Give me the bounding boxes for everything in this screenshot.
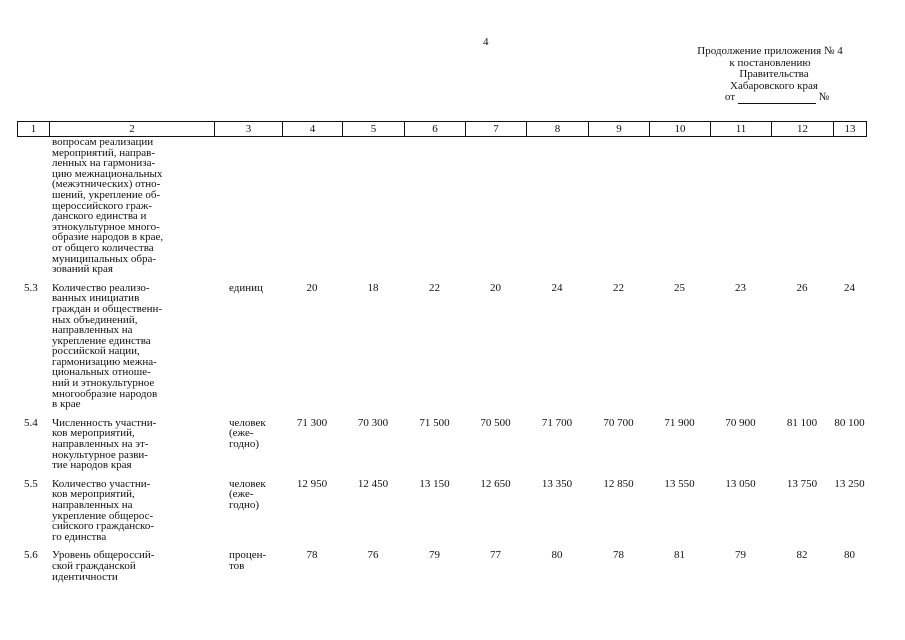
- value-cell: [282, 137, 342, 275]
- value-cell: 82: [796, 549, 808, 562]
- value-cell: 80 100: [834, 416, 865, 429]
- column-number-3: 3: [215, 122, 283, 137]
- header-line-2: к постановлению: [729, 56, 811, 69]
- column-number-7: 7: [466, 122, 527, 137]
- column-number-10: 10: [650, 122, 711, 137]
- column-number-6: 6: [405, 122, 466, 137]
- row-number: 5.4: [24, 416, 38, 429]
- table-row: [17, 542, 866, 582]
- row-number: 5.3: [24, 281, 38, 294]
- value-cell: 13 250: [834, 477, 865, 490]
- value-cell: 78: [306, 549, 318, 562]
- table-row: [17, 410, 866, 471]
- column-number-2: 2: [50, 122, 215, 137]
- header-line-1: Продолжение приложения № 4: [697, 45, 843, 57]
- indicator-name: Количество участни- ков мероприятий, направленных на укрепление общерос- сийского гражданско- го единства: [52, 477, 155, 543]
- date-blank: [738, 94, 816, 104]
- header-line-3: Правительства: [739, 68, 809, 80]
- value-cell: [833, 137, 866, 275]
- value-cell: 71 500: [419, 416, 450, 429]
- value-cell: 79: [429, 549, 440, 562]
- value-cell: 70 300: [357, 416, 389, 429]
- row-number: 5.6: [24, 549, 38, 562]
- header-date-line: [660, 92, 880, 104]
- unit-of-measure: человек (еже- годно): [229, 416, 266, 451]
- value-cell: 70 900: [725, 416, 756, 429]
- value-cell: 22: [613, 281, 624, 294]
- number-sign: №: [818, 91, 830, 103]
- value-cell: 20: [490, 281, 501, 294]
- value-cell: 71 700: [541, 416, 573, 429]
- value-cell: 79: [735, 549, 746, 562]
- value-cell: 22: [429, 281, 440, 294]
- value-cell: 77: [490, 549, 501, 562]
- column-number-4: 4: [283, 122, 343, 137]
- value-cell: 18: [367, 281, 379, 294]
- value-cell: [649, 137, 710, 275]
- value-cell: 13 550: [664, 477, 695, 490]
- table-row: [17, 471, 866, 543]
- value-cell: 78: [613, 549, 624, 562]
- column-numbers-row: [17, 121, 867, 137]
- unit-of-measure: [214, 137, 282, 275]
- row-number: [17, 137, 49, 275]
- value-cell: [465, 137, 526, 275]
- indicator-name: Численность участни- ков мероприятий, направленных на эт- нокультурное разви- тие народов края: [52, 416, 157, 472]
- column-number-13: 13: [834, 122, 867, 137]
- column-number-9: 9: [589, 122, 650, 137]
- row-number: 5.5: [24, 477, 38, 490]
- date-prefix: от: [724, 91, 736, 103]
- column-number-5: 5: [343, 122, 405, 137]
- column-number-1: 1: [18, 122, 50, 137]
- header-line-4: Хабаровского края: [730, 79, 818, 92]
- value-cell: 81 100: [786, 416, 818, 429]
- value-cell: [771, 137, 833, 275]
- page-number: 4: [483, 36, 489, 48]
- value-cell: 70 700: [603, 416, 634, 429]
- value-cell: 12 950: [296, 477, 328, 490]
- indicator-name: Уровень общероссий- ской гражданской идентичности: [52, 549, 155, 583]
- value-cell: 71 300: [296, 416, 328, 429]
- table-row: [17, 275, 866, 410]
- value-cell: [588, 137, 649, 275]
- value-cell: 80: [551, 549, 563, 562]
- value-cell: [710, 137, 771, 275]
- unit-of-measure: человек (еже- годно): [229, 477, 266, 511]
- unit-of-measure: процен- тов: [229, 549, 267, 572]
- indicator-name: Количество реализо- ванных инициатив граждан и общественн- ных объединений, направленных на укрепление единства российской нации, гармонизацию межна- циональных отноше- ний и этнокультурное многообразие народов в крае: [52, 281, 163, 411]
- value-cell: 13 150: [419, 477, 450, 490]
- column-number-8: 8: [527, 122, 589, 137]
- document-header: [660, 46, 880, 104]
- value-cell: 20: [306, 281, 318, 294]
- value-cell: 23: [735, 281, 746, 294]
- indicators-table: [17, 121, 866, 582]
- column-number-12: 12: [772, 122, 834, 137]
- value-cell: 12 450: [357, 477, 389, 490]
- value-cell: 80: [844, 549, 855, 562]
- value-cell: [342, 137, 404, 275]
- value-cell: 76: [367, 549, 379, 562]
- indicator-name: вопросам реализации мероприятий, направ- ленных на гармониза- цию межнациональных (межэтнических) отно- шений, укрепление об- щероссийского граж- данского единства и этнокультурное много- образие народов в крае, от общего количества муниципальных обра- зований края: [52, 136, 164, 276]
- value-cell: 13 050: [725, 477, 756, 490]
- value-cell: 24: [844, 281, 855, 294]
- value-cell: [526, 137, 588, 275]
- value-cell: 25: [674, 281, 685, 294]
- table-row: [17, 137, 866, 275]
- value-cell: 26: [796, 281, 808, 294]
- value-cell: 24: [551, 281, 563, 294]
- value-cell: 12 650: [480, 477, 511, 490]
- value-cell: 13 750: [786, 477, 818, 490]
- value-cell: 70 500: [480, 416, 511, 429]
- column-number-11: 11: [711, 122, 772, 137]
- value-cell: [404, 137, 465, 275]
- value-cell: 13 350: [541, 477, 573, 490]
- unit-of-measure: единиц: [229, 281, 263, 294]
- value-cell: 81: [674, 549, 685, 562]
- table-body: [17, 137, 866, 582]
- value-cell: 12 850: [603, 477, 634, 490]
- value-cell: 71 900: [664, 416, 695, 429]
